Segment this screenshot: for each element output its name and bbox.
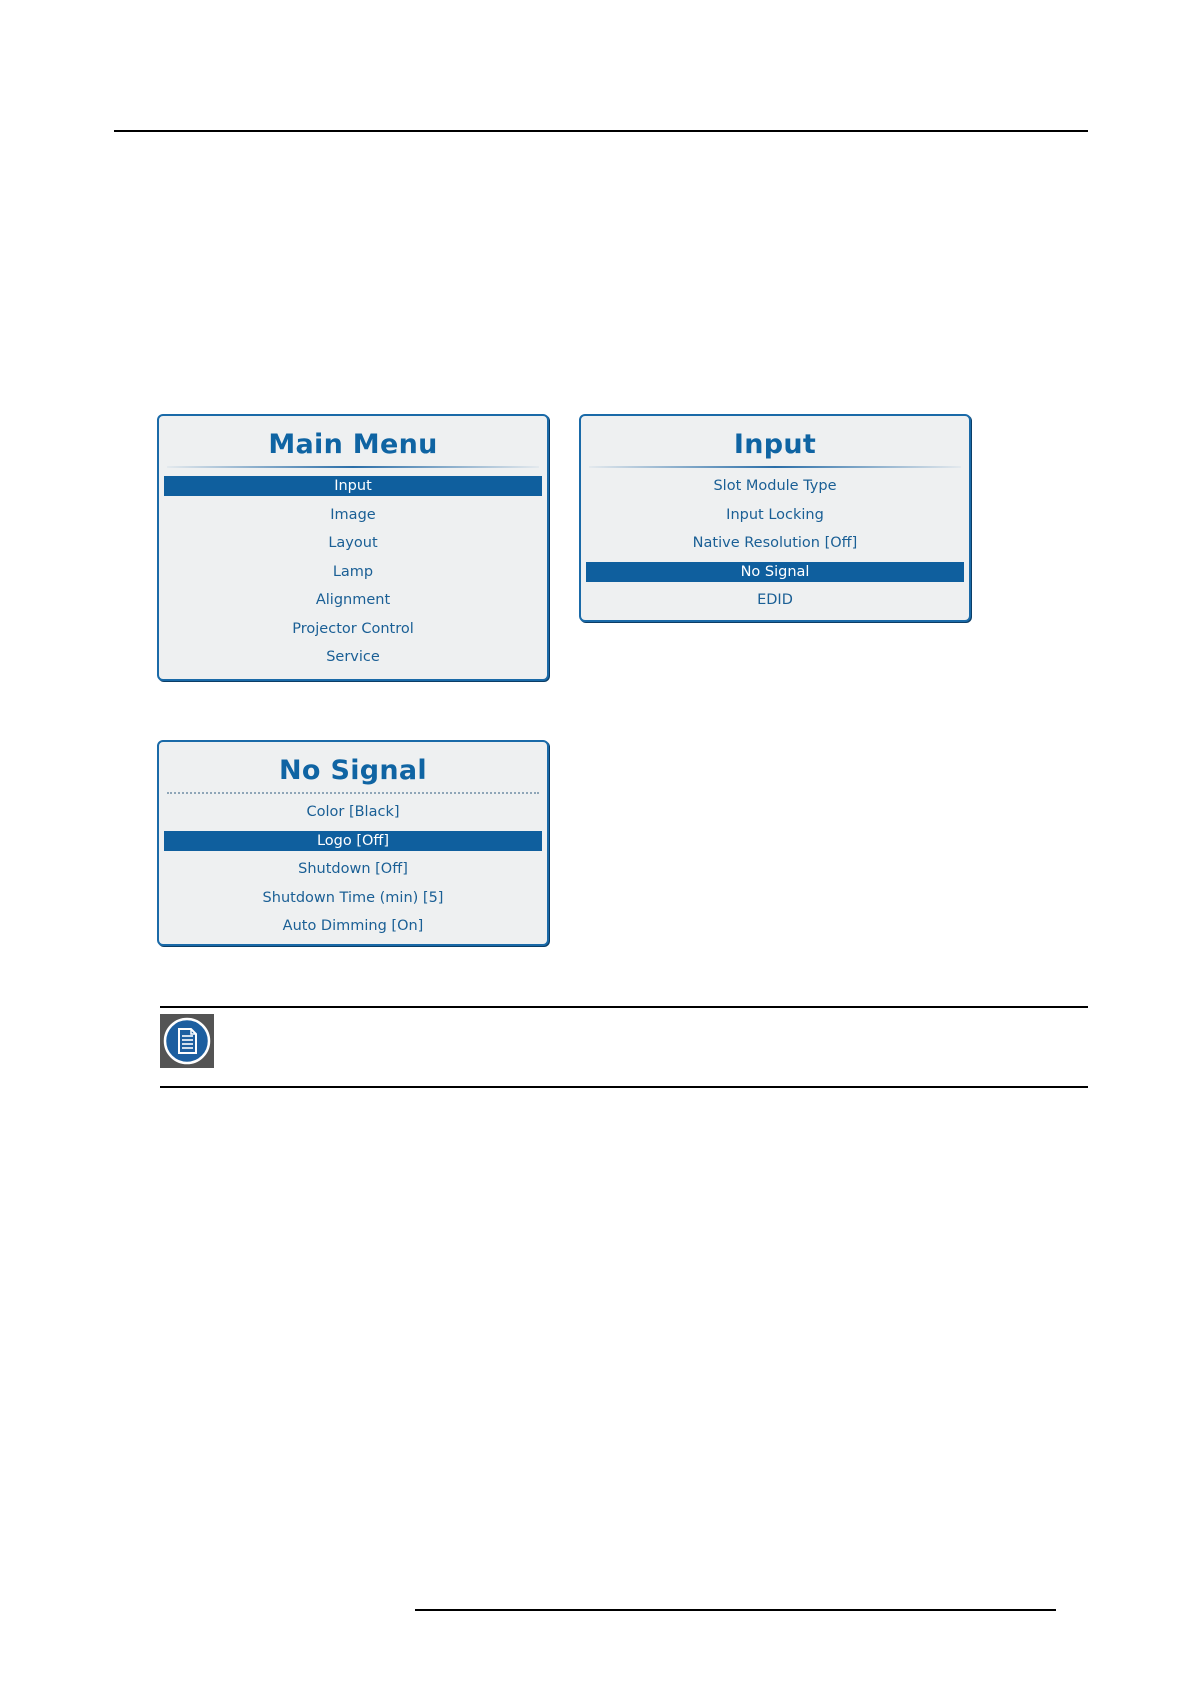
menu-item-projector-control[interactable]: Projector Control: [292, 620, 414, 637]
main-menu-panel: [157, 414, 549, 681]
no-signal-menu-title: No Signal: [279, 755, 427, 786]
input-menu-list: [581, 476, 969, 610]
input-menu-title: Input: [733, 429, 817, 460]
menu-item-shutdown[interactable]: Shutdown [Off]: [298, 861, 408, 877]
no-signal-menu-panel: [157, 740, 549, 946]
menu-item-edid[interactable]: EDID: [757, 592, 793, 608]
menu-item-service[interactable]: Service: [326, 649, 380, 665]
input-menu-separator: [589, 466, 961, 468]
menu-item-image[interactable]: Image: [330, 506, 376, 523]
no-signal-menu-list: [159, 802, 547, 936]
menu-item-input-locking[interactable]: Input Locking: [726, 506, 824, 523]
menu-item-layout[interactable]: Layout: [328, 535, 378, 551]
menu-item-auto-dimming[interactable]: Auto Dimming [On]: [282, 918, 424, 934]
menu-item-shutdown-time[interactable]: Shutdown Time (min) [5]: [262, 889, 444, 906]
menu-item-slot-module-type[interactable]: Slot Module Type: [713, 478, 837, 494]
footer-rule: [415, 1609, 1056, 1611]
menu-item-native-resolution[interactable]: Native Resolution [Off]: [692, 535, 858, 551]
note-top-rule: [160, 1006, 1088, 1008]
note-document-icon-graphic: [160, 1014, 214, 1068]
main-menu-title: Main Menu: [268, 429, 438, 460]
input-menu-panel: [579, 414, 971, 622]
main-menu-separator: [167, 466, 539, 468]
no-signal-menu-separator: [167, 792, 539, 794]
header-rule: [114, 130, 1088, 132]
menu-item-input[interactable]: Input: [164, 476, 542, 496]
menu-item-alignment[interactable]: Alignment: [315, 592, 391, 608]
menu-item-no-signal[interactable]: No Signal: [586, 562, 964, 582]
menu-item-lamp[interactable]: Lamp: [332, 563, 374, 580]
menu-item-logo[interactable]: Logo [Off]: [164, 831, 542, 851]
main-menu-list: [159, 476, 547, 667]
note-document-icon: [160, 1014, 214, 1068]
note-bottom-rule: [160, 1086, 1088, 1088]
menu-item-color[interactable]: Color [Black]: [306, 804, 400, 820]
